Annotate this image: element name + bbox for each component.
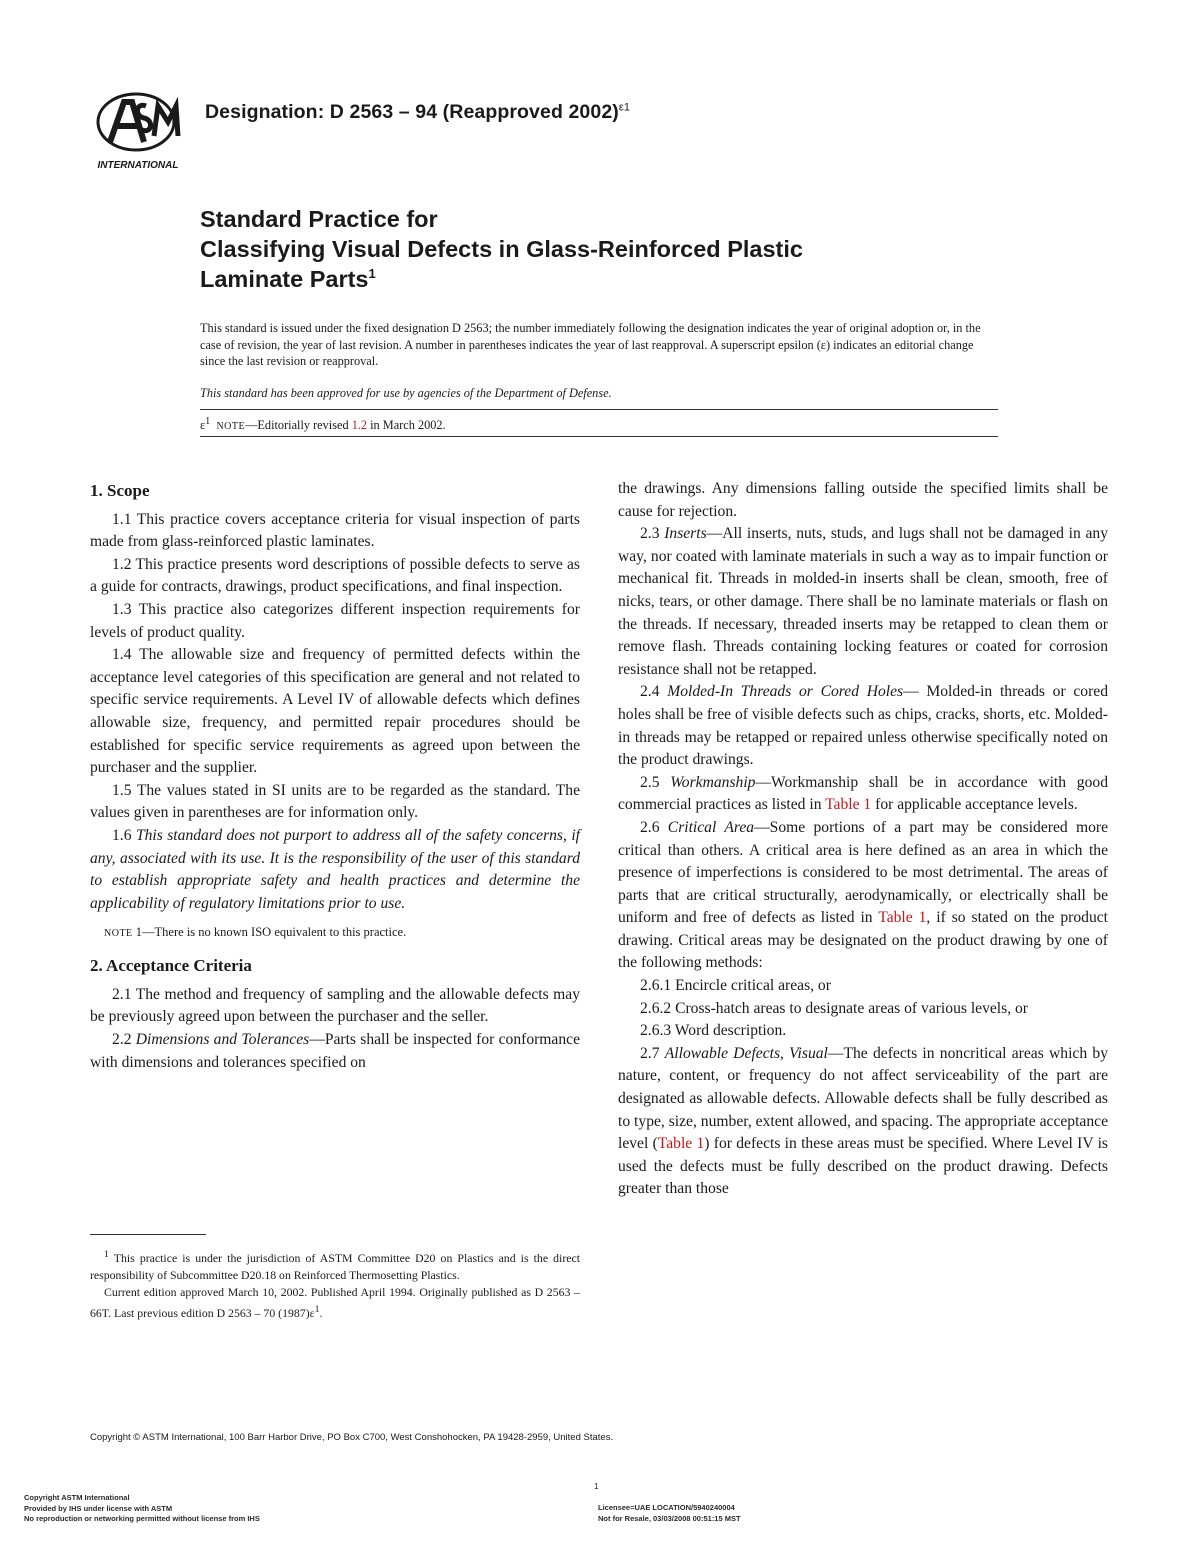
paragraph-1-6-number: 1.6 xyxy=(112,826,136,844)
left-column xyxy=(90,478,580,1074)
paragraph-2-7-number: 2.7 xyxy=(640,1044,665,1062)
note-1-text: 1—There is no known ISO equivalent to this practice. xyxy=(132,925,407,940)
table-1-link[interactable]: Table 1 xyxy=(657,1135,705,1153)
paragraph-2-6-title: Critical Area xyxy=(667,818,755,836)
erratum-text-end: in March 2002. xyxy=(367,418,446,433)
erratum-note xyxy=(200,416,446,433)
paragraph-1-1: 1.1 This practice covers acceptance criteria for visual inspection of parts made from glass-reinforced plastic laminates. xyxy=(90,510,580,551)
astm-logo xyxy=(88,92,188,172)
paragraph-2-5-number: 2.5 xyxy=(640,773,671,791)
paragraph-2-6-3: 2.6.3 Word description. xyxy=(640,1022,787,1040)
table-1-link[interactable]: Table 1 xyxy=(825,796,872,814)
paragraph-2-3-number: 2.3 xyxy=(640,525,665,543)
paragraph-2-2 xyxy=(90,1029,580,1074)
footnote-1-text: This practice is under the jurisdiction of ASTM Committee D20 on Plastics and is the direct responsibility of Subcommittee D20.18 on Reinforced Thermosetting Plastics. xyxy=(90,1250,580,1282)
paragraph-2-5-text: —Workmanship shall be in accordance with good commercial practices as listed in xyxy=(618,773,1108,814)
table-1-link[interactable]: Table 1 xyxy=(878,909,927,927)
erratum-mark-sup: 1 xyxy=(205,416,211,427)
paragraph-2-2-continued: the drawings. Any dimensions falling outside the specified limits shall be cause for rejection. xyxy=(618,480,1108,520)
paragraph-2-3-text: —All inserts, nuts, studs, and lugs shall not be damaged in any way, nor coated with laminate materials in such a way as to impair function or mechanical fit. Threads in molded-in inserts shall be clean, smooth, free of nicks, tears, or other damage. There shall be no laminate materials or flash on the threads. If necessary, threaded inserts may be retapped to clean them or remove flash. Threads containing locking features or coated for corrosion resistance shall not be retapped. xyxy=(618,525,1108,678)
footnote-edition-end: . xyxy=(319,1305,323,1320)
designation-epsilon: ε1 xyxy=(618,101,631,114)
footnote-edition-text: Current edition approved March 10, 2002. Published April 1994. Originally published as D 2563 – 66T. Last previous edition D 2563 – 70 (1987)ε xyxy=(90,1284,580,1320)
paragraph-1-6-text: This standard does not purport to address all of the safety concerns, if any, associated with its use. It is the responsibility of the user of this standard to establish appropriate safety and health practices and determine the applicability of regulatory limitations prior to use. xyxy=(90,826,580,912)
paragraph-2-6 xyxy=(618,817,1108,975)
logo-text: INTERNATIONAL xyxy=(97,160,179,171)
paragraph-2-2-text: —Parts shall be inspected for conformance with dimensions and tolerances specified on xyxy=(90,1031,580,1071)
paragraph-2-6-text: —Some portions of a part may be considered more critical than others. A critical area is here defined as an area in which the presence of imperfections is considered to be most detrimental. The areas of parts that are critical structurally, aerodynamically, or electrically shall be uniform and free of defects as listed in xyxy=(618,818,1108,927)
paragraph-2-3-title: Inserts xyxy=(664,525,707,543)
footnote xyxy=(90,1246,580,1322)
erratum-label: NOTE xyxy=(216,421,246,433)
note-1 xyxy=(90,923,580,943)
paragraph-2-7-text-end: ) for defects in these areas must be specified. Where Level IV is used the defects must be fully described on the product drawing. Defects greater than those xyxy=(618,1135,1109,1198)
title-line-3-text: Laminate Parts xyxy=(200,266,369,292)
paragraph-2-4-number: 2.4 xyxy=(640,683,668,701)
paragraph-2-4-text: — Molded-in threads or cored holes shall be free of visible defects such as chips, cracks, shorts, etc. Molded-in threads may be retapped or repaired unless otherwise specifically noted on the product drawings. xyxy=(618,683,1109,769)
title-line-1: Standard Practice for xyxy=(200,206,438,232)
license-notice-left xyxy=(24,1493,260,1525)
issue-note: This standard is issued under the fixed designation D 2563; the number immediately following the designation indicates the year of original adoption or, in the case of revision, the year of last revision. A number in parentheses indicates the year of last reapproval. A superscript epsilon (ε) indicates an editorial change since the last revision or reapproval. xyxy=(200,321,981,368)
section-heading-acceptance-criteria: 2. Acceptance Criteria xyxy=(90,956,252,976)
paragraph-2-6-number: 2.6 xyxy=(640,818,668,836)
paragraph-2-7 xyxy=(618,1043,1108,1201)
paragraph-2-4-title: Molded-In Threads or Cored Holes xyxy=(667,683,904,701)
paragraph-1-2: 1.2 This practice presents word descriptions of possible defects to serve as a guide for contracts, drawings, product specifications, and final inspection. xyxy=(90,555,580,596)
erratum-section-link[interactable]: 1.2 xyxy=(351,418,368,433)
paragraph-2-4 xyxy=(618,681,1108,771)
paragraph-2-2-title: Dimensions and Tolerances xyxy=(135,1031,310,1049)
title-footnote-mark: 1 xyxy=(368,266,376,282)
paragraph-1-6 xyxy=(90,825,580,915)
paragraph-2-3 xyxy=(618,523,1108,681)
designation-text: Designation: D 2563 – 94 (Reapproved 2002) xyxy=(205,101,619,123)
paragraph-2-6-1: 2.6.1 Encircle critical areas, or xyxy=(640,977,831,995)
title-line-3 xyxy=(200,266,376,293)
erratum-text: —Editorially revised xyxy=(245,418,352,433)
paragraph-1-5: 1.5 The values stated in SI units are to be regarded as the standard. The values given in parentheses are for information only. xyxy=(90,781,580,822)
erratum-mark: ε xyxy=(200,418,206,433)
designation xyxy=(205,101,630,124)
header-rule-bottom xyxy=(200,436,998,437)
paragraph-2-6-2: 2.6.2 Cross-hatch areas to designate areas of various levels, or xyxy=(640,999,1028,1017)
note-1-label: NOTE xyxy=(104,928,133,940)
approval-note: This standard has been approved for use by agencies of the Department of Defense. xyxy=(200,386,612,400)
paragraph-1-3: 1.3 This practice also categorizes different inspection requirements for levels of product quality. xyxy=(90,600,580,641)
right-column xyxy=(618,478,1108,1201)
license-right-line-1: Licensee=UAE LOCATION/5940240004 xyxy=(598,1503,735,1512)
paragraph-2-7-title: Allowable Defects, Visual xyxy=(664,1044,828,1062)
paragraph-1-4: 1.4 The allowable size and frequency of permitted defects within the acceptance level categories of this specification are general and not related to specific service requirements. A Level IV of allowable defects which defines allowable size, frequency, and permitted repair procedures should be established for specific service requirements as agreed upon between the purchaser and the supplier. xyxy=(90,646,580,777)
license-left-line-1: Copyright ASTM International xyxy=(24,1493,130,1502)
footnote-1 xyxy=(90,1246,580,1284)
footnote-mark: 1 xyxy=(104,1249,109,1260)
header-rule-top xyxy=(200,409,998,410)
paragraph-2-5-title: Workmanship xyxy=(670,773,756,791)
license-left-line-3: No reproduction or networking permitted without license from IHS xyxy=(24,1514,260,1523)
title-line-2: Classifying Visual Defects in Glass-Reinforced Plastic xyxy=(200,236,803,262)
page-number: 1 xyxy=(594,1482,599,1491)
paragraph-2-5-text-end: for applicable acceptance levels. xyxy=(871,796,1078,814)
paragraph-2-6-text-end: , if so stated on the product drawing. Critical areas may be designated on the product drawing by one of the following methods: xyxy=(618,909,1108,972)
paragraph-2-2-number: 2.2 xyxy=(112,1031,136,1049)
copyright-line: Copyright © ASTM International, 100 Barr Harbor Drive, PO Box C700, West Conshohocken, PA 19428-2959, United States. xyxy=(90,1432,614,1443)
section-heading-scope: 1. Scope xyxy=(90,481,150,500)
paragraph-2-1: 2.1 The method and frequency of sampling and the allowable defects may be previously agreed upon between the purchaser and the seller. xyxy=(90,985,580,1026)
license-right-line-2: Not for Resale, 03/03/2008 00:51:15 MST xyxy=(598,1513,741,1523)
license-left-line-2: Provided by IHS under license with ASTM xyxy=(24,1503,173,1513)
footnote-rule xyxy=(90,1234,206,1235)
paragraph-2-7-text: —The defects in noncritical areas which by nature, content, or frequency do not affect serviceability of the part are designated as allowable defects. Allowable defects shall be fully described as to type, size, number, extent allowed, and spacing. The appropriate acceptance level ( xyxy=(618,1044,1109,1153)
license-notice-right xyxy=(598,1503,741,1524)
footnote-edition-sup: 1 xyxy=(314,1303,320,1315)
paragraph-2-5 xyxy=(618,772,1108,817)
footnote-edition xyxy=(90,1284,580,1322)
